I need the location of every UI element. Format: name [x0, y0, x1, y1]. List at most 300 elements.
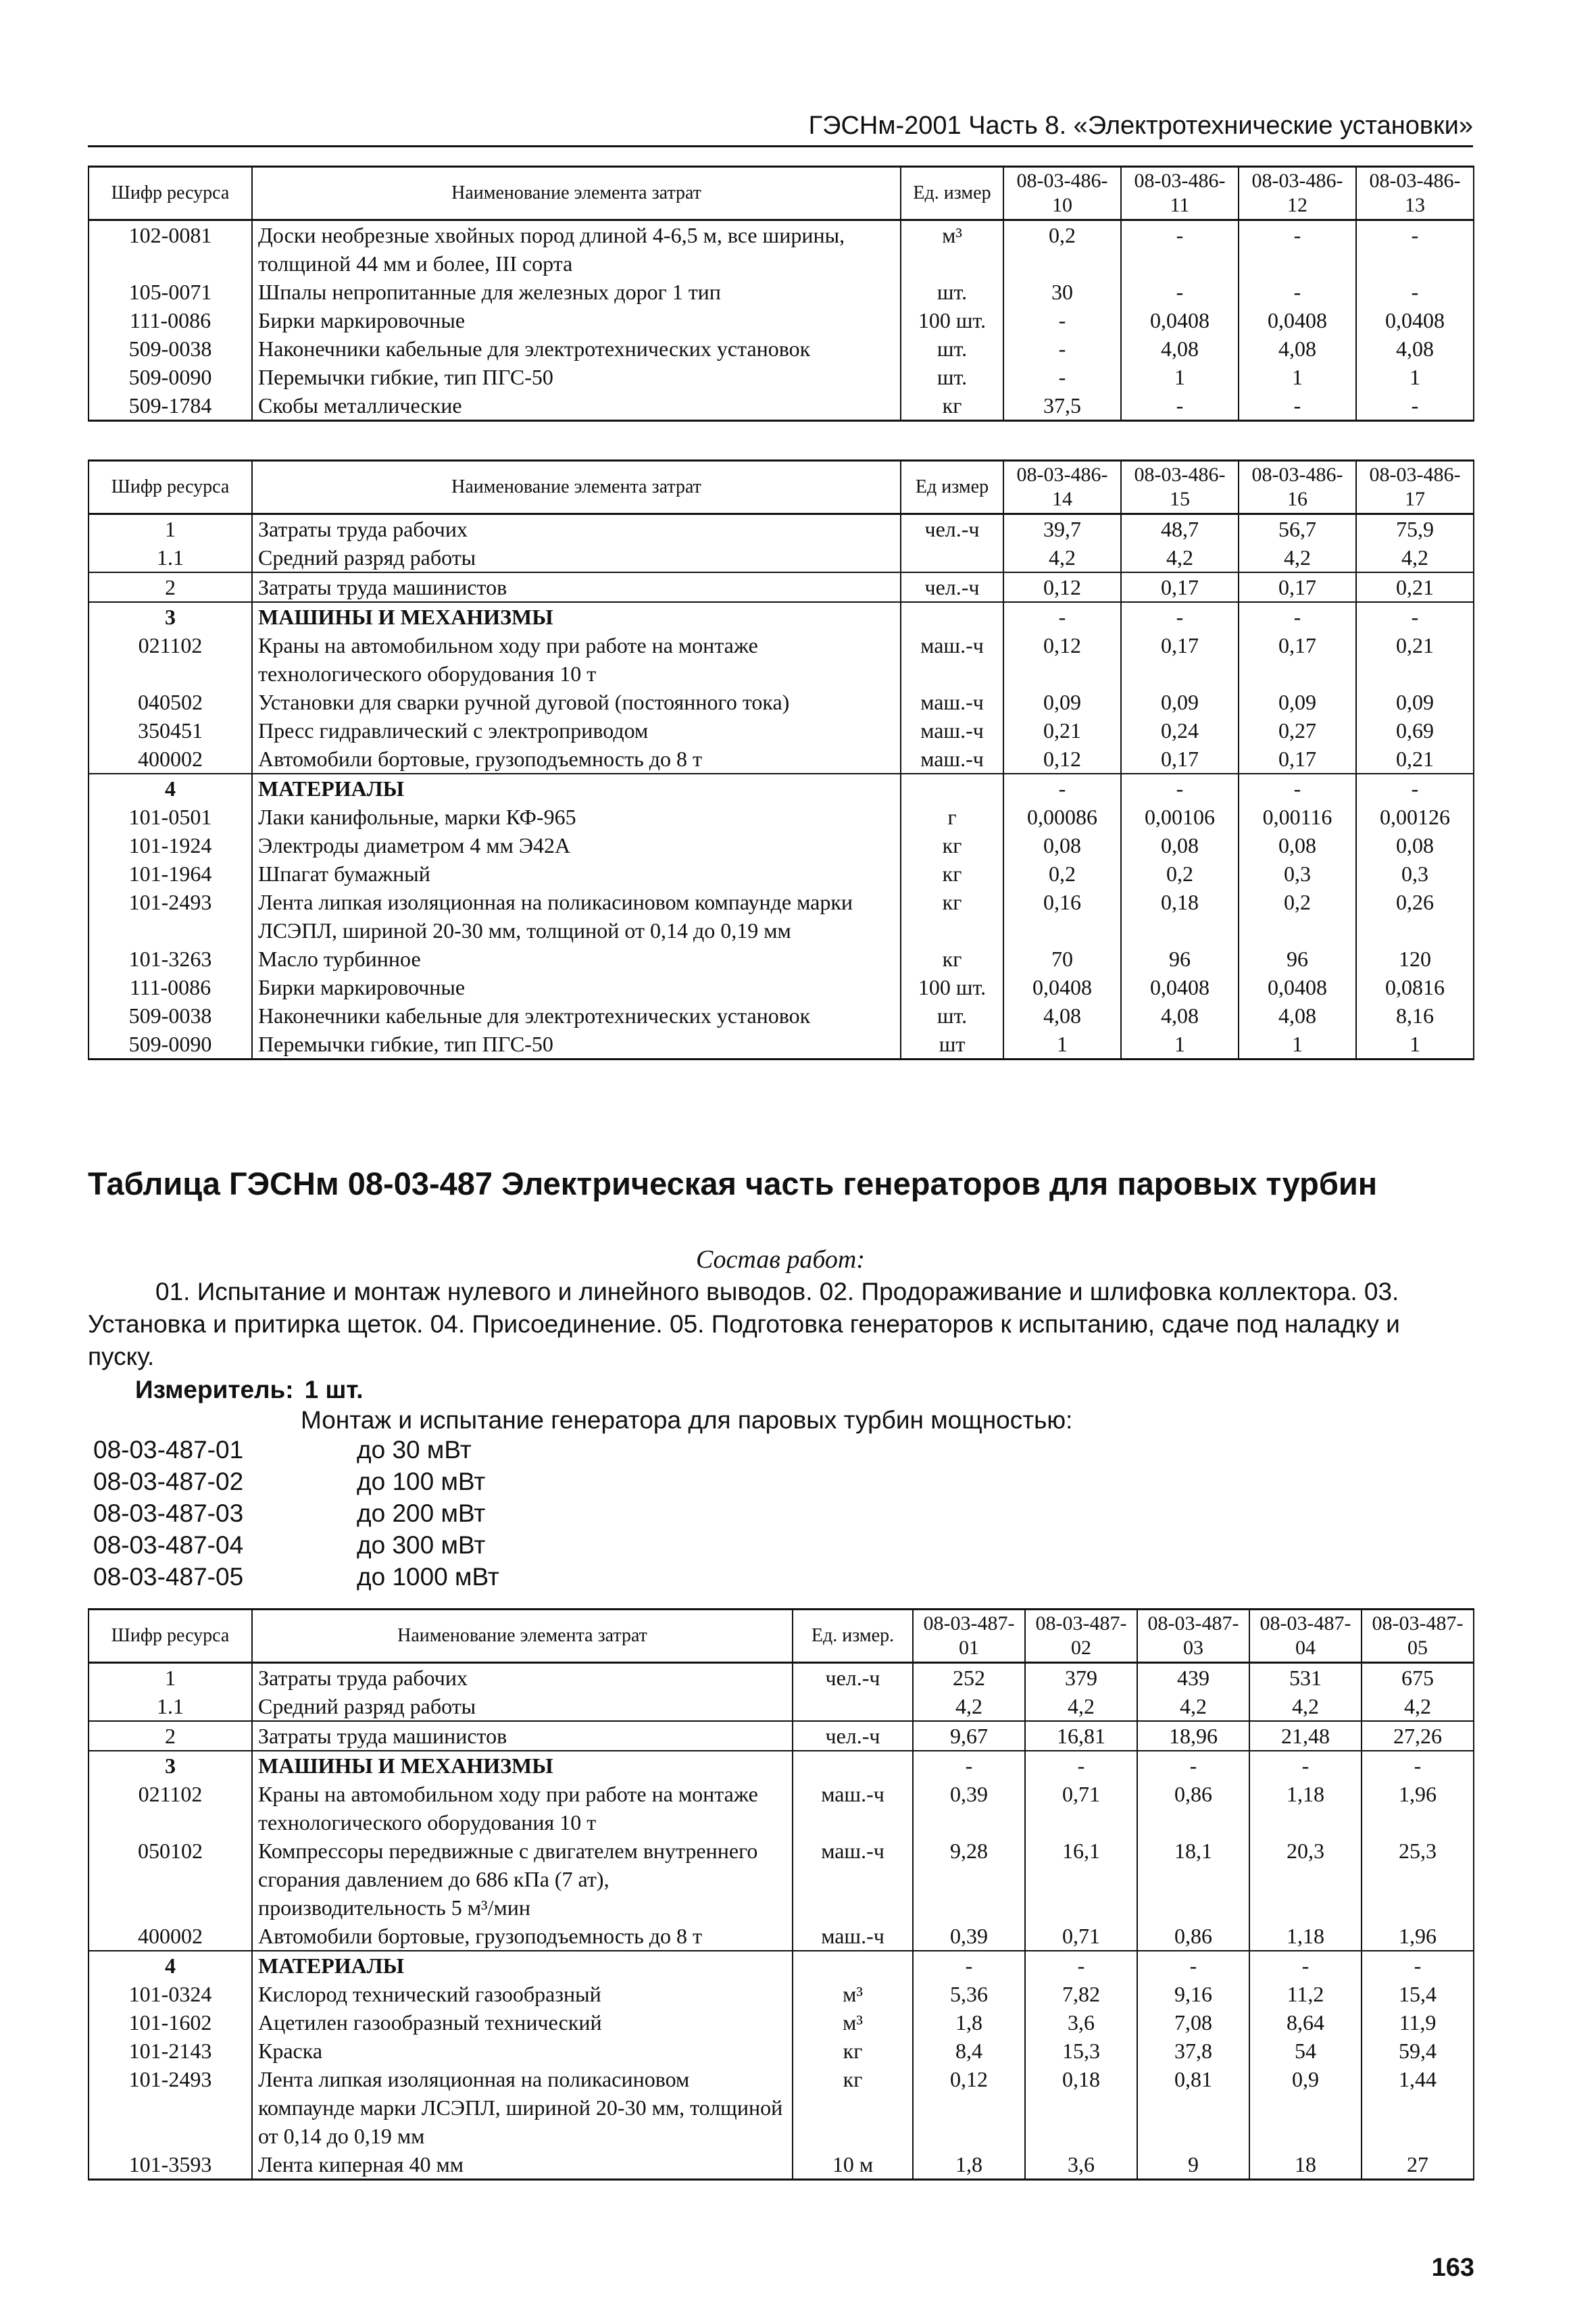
value-cell: 0,86 — [1137, 1922, 1249, 1951]
value-cell: 0,9 — [1249, 2065, 1362, 2150]
unit-cell: м³ — [793, 2008, 913, 2037]
column-header: Шифр ресурса — [89, 461, 252, 514]
section-title: Таблица ГЭСНм 08-03-487 Электрическая часть генераторов для паровых турбин — [88, 1166, 1378, 1201]
column-header: Шифр ресурса — [89, 1610, 252, 1663]
resource-table-487 — [88, 1608, 1474, 2181]
column-header: 08-03-486-17 — [1356, 461, 1474, 514]
value-cell: 27 — [1362, 2150, 1474, 2180]
value-cell: 0,08 — [1003, 831, 1121, 860]
value-cell: 1 — [1239, 363, 1356, 391]
value-cell: - — [913, 1751, 1025, 1780]
table-row — [89, 602, 1474, 631]
header-rule — [88, 145, 1473, 147]
value-cell: 0,2 — [1003, 860, 1121, 888]
value-cell: 54 — [1249, 2037, 1362, 2065]
value-cell: 0,21 — [1003, 716, 1121, 745]
table-row — [89, 572, 1474, 602]
value-cell: - — [1239, 774, 1356, 803]
value-cell: 16,1 — [1025, 1837, 1137, 1922]
value-cell: - — [1121, 220, 1239, 278]
resource-name: Краны на автомобильном ходу при работе на монтаже технологического оборудования 10 т — [252, 631, 901, 688]
value-cell: 0,21 — [1356, 745, 1474, 774]
table-header — [89, 167, 1474, 220]
table-row — [89, 688, 1474, 716]
unit-cell: кг — [793, 2037, 913, 2065]
value-cell: - — [1121, 602, 1239, 631]
table-body — [89, 1663, 1474, 2180]
value-cell: - — [1356, 278, 1474, 306]
column-header: Ед. измер. — [793, 1610, 913, 1663]
resource-code: 101-2493 — [89, 888, 252, 945]
value-cell: 0,0408 — [1121, 973, 1239, 1001]
variant-item — [93, 1529, 499, 1561]
table-row — [89, 363, 1474, 391]
value-cell: 16,81 — [1025, 1721, 1137, 1751]
value-cell: 0,12 — [913, 2065, 1025, 2150]
unit-cell: кг — [901, 945, 1003, 973]
value-cell: - — [1121, 391, 1239, 421]
variant-list — [93, 1434, 499, 1593]
value-cell: 0,16 — [1003, 888, 1121, 945]
value-cell: 0,17 — [1121, 631, 1239, 688]
table-row — [89, 1721, 1474, 1751]
value-cell: 675 — [1362, 1663, 1474, 1693]
resource-code: 2 — [89, 1721, 252, 1751]
resource-name: Лента липкая изоляционная на поликасиновом компаунде марки ЛСЭПЛ, шириной 20-30 мм, толщиной от 0,14 до 0,19 мм — [252, 2065, 793, 2150]
unit-cell: м³ — [793, 1980, 913, 2008]
table-row — [89, 2150, 1474, 2180]
value-cell: 0,12 — [1003, 631, 1121, 688]
value-cell: 0,17 — [1121, 572, 1239, 602]
resource-name: Затраты труда машинистов — [252, 1721, 793, 1751]
resource-name: Бирки маркировочные — [252, 306, 901, 334]
value-cell: 59,4 — [1362, 2037, 1474, 2065]
resource-name: Доски необрезные хвойных пород длиной 4-6,5 м, все ширины, толщиной 44 мм и более, III сорта — [252, 220, 901, 278]
resource-name: Лента липкая изоляционная на поликасиновом компаунде марки ЛСЭПЛ, шириной 20-30 мм, толщиной от 0,14 до 0,19 мм — [252, 888, 901, 945]
value-cell: 0,08 — [1356, 831, 1474, 860]
value-cell: 0,26 — [1356, 888, 1474, 945]
value-cell: 0,81 — [1137, 2065, 1249, 2150]
table-header — [89, 461, 1474, 514]
value-cell: 9,67 — [913, 1721, 1025, 1751]
unit-cell: шт. — [901, 278, 1003, 306]
variant-code: 08-03-487-02 — [93, 1468, 244, 1495]
value-cell: 11,2 — [1249, 1980, 1362, 2008]
value-cell: 39,7 — [1003, 514, 1121, 544]
table-row — [89, 391, 1474, 421]
value-cell: 0,0408 — [1356, 306, 1474, 334]
value-cell: 0,12 — [1003, 745, 1121, 774]
resource-code: 101-3593 — [89, 2150, 252, 2180]
value-cell: - — [1003, 334, 1121, 363]
value-cell: - — [1003, 363, 1121, 391]
unit-cell: маш.-ч — [793, 1922, 913, 1951]
table-row — [89, 1030, 1474, 1060]
value-cell: 0,21 — [1356, 631, 1474, 688]
column-header: 08-03-486-12 — [1239, 167, 1356, 220]
value-cell: 75,9 — [1356, 514, 1474, 544]
unit-cell: 100 шт. — [901, 973, 1003, 1001]
table-row — [89, 1780, 1474, 1837]
value-cell: 0,0408 — [1121, 306, 1239, 334]
column-header: 08-03-486-14 — [1003, 461, 1121, 514]
unit-cell: кг — [901, 860, 1003, 888]
value-cell: - — [1121, 774, 1239, 803]
value-cell: 96 — [1121, 945, 1239, 973]
value-cell: 0,86 — [1137, 1780, 1249, 1837]
value-cell: 30 — [1003, 278, 1121, 306]
value-cell: 0,3 — [1239, 860, 1356, 888]
table-row — [89, 220, 1474, 278]
value-cell: 0,17 — [1239, 631, 1356, 688]
resource-name: Бирки маркировочные — [252, 973, 901, 1001]
meter-value: 1 шт. — [304, 1376, 364, 1403]
value-cell: 1 — [1121, 363, 1239, 391]
resource-name: Электроды диаметром 4 мм Э42А — [252, 831, 901, 860]
value-cell: 0,17 — [1239, 745, 1356, 774]
table-row — [89, 860, 1474, 888]
value-cell: 1,8 — [913, 2008, 1025, 2037]
table-row — [89, 1001, 1474, 1030]
column-header: Ед измер — [901, 461, 1003, 514]
variant-code: 08-03-487-01 — [93, 1436, 244, 1464]
resource-name: Краны на автомобильном ходу при работе на монтаже технологического оборудования 10 т — [252, 1780, 793, 1837]
value-cell: 4,08 — [1003, 1001, 1121, 1030]
table-row — [89, 2065, 1474, 2150]
meter-label: Измеритель: — [135, 1376, 294, 1403]
value-cell: 0,0408 — [1003, 973, 1121, 1001]
variant-item — [93, 1497, 499, 1529]
resource-code: 509-0038 — [89, 1001, 252, 1030]
value-cell: 21,48 — [1249, 1721, 1362, 1751]
value-cell: 0,00116 — [1239, 803, 1356, 831]
unit-cell: маш.-ч — [901, 631, 1003, 688]
value-cell: 0,00086 — [1003, 803, 1121, 831]
table-row — [89, 2008, 1474, 2037]
value-cell: 0,08 — [1121, 831, 1239, 860]
unit-cell: чел.-ч — [793, 1721, 913, 1751]
value-cell: 0,2 — [1121, 860, 1239, 888]
value-cell: 120 — [1356, 945, 1474, 973]
value-cell: - — [1003, 774, 1121, 803]
column-header: 08-03-486-16 — [1239, 461, 1356, 514]
unit-cell: м³ — [901, 220, 1003, 278]
value-cell: 1,96 — [1362, 1922, 1474, 1951]
value-cell: 18 — [1249, 2150, 1362, 2180]
value-cell: 0,17 — [1239, 572, 1356, 602]
value-cell: - — [1239, 278, 1356, 306]
value-cell: 27,26 — [1362, 1721, 1474, 1751]
table-row — [89, 543, 1474, 572]
resource-code: 509-0090 — [89, 363, 252, 391]
unit-cell: г — [901, 803, 1003, 831]
resource-code: 1 — [89, 514, 252, 544]
value-cell: - — [1249, 1751, 1362, 1780]
variant-description: до 30 мВт — [357, 1436, 472, 1464]
table-row — [89, 973, 1474, 1001]
value-cell: 1 — [1356, 363, 1474, 391]
value-cell: 4,2 — [1025, 1692, 1137, 1721]
table-row — [89, 2037, 1474, 2065]
value-cell: 4,2 — [1003, 543, 1121, 572]
resource-code: 101-0501 — [89, 803, 252, 831]
resource-name: Средний разряд работы — [252, 1692, 793, 1721]
unit-cell — [793, 1751, 913, 1780]
resource-name: Затраты труда машинистов — [252, 572, 901, 602]
value-cell: - — [1121, 278, 1239, 306]
table-body — [89, 514, 1474, 1060]
value-cell: 531 — [1249, 1663, 1362, 1693]
column-header: 08-03-486-11 — [1121, 167, 1239, 220]
resource-code: 509-0090 — [89, 1030, 252, 1060]
table-header — [89, 1610, 1474, 1663]
column-header: 08-03-487-02 — [1025, 1610, 1137, 1663]
variant-code: 08-03-487-03 — [93, 1499, 244, 1527]
resource-code: 021102 — [89, 631, 252, 688]
value-cell: 3,6 — [1025, 2150, 1137, 2180]
value-cell: 0,0816 — [1356, 973, 1474, 1001]
unit-cell: шт. — [901, 363, 1003, 391]
value-cell: 1,18 — [1249, 1922, 1362, 1951]
unit-cell: маш.-ч — [901, 688, 1003, 716]
resource-name: Затраты труда рабочих — [252, 1663, 793, 1693]
unit-cell: чел.-ч — [901, 514, 1003, 544]
value-cell: 0,09 — [1239, 688, 1356, 716]
resource-name: Затраты труда рабочих — [252, 514, 901, 544]
unit-cell: маш.-ч — [793, 1780, 913, 1837]
resource-code: 040502 — [89, 688, 252, 716]
column-header: 08-03-486-10 — [1003, 167, 1121, 220]
resource-name: МАШИНЫ И МЕХАНИЗМЫ — [252, 602, 901, 631]
value-cell: 0,3 — [1356, 860, 1474, 888]
value-cell: 37,8 — [1137, 2037, 1249, 2065]
table-row — [89, 1951, 1474, 1980]
variant-item — [93, 1561, 499, 1593]
unit-cell: кг — [901, 888, 1003, 945]
resource-name: Масло турбинное — [252, 945, 901, 973]
value-cell: 0,00126 — [1356, 803, 1474, 831]
value-cell: 4,08 — [1121, 334, 1239, 363]
value-cell: 18,96 — [1137, 1721, 1249, 1751]
value-cell: 48,7 — [1121, 514, 1239, 544]
resource-name: Компрессоры передвижные с двигателем внутреннего сгорания давлением до 686 кПа (7 ат), производительность 5 м³/мин — [252, 1837, 793, 1922]
value-cell: 0,08 — [1239, 831, 1356, 860]
value-cell: 0,0408 — [1239, 306, 1356, 334]
value-cell: - — [1239, 391, 1356, 421]
value-cell: 7,82 — [1025, 1980, 1137, 2008]
unit-cell: маш.-ч — [901, 745, 1003, 774]
value-cell: 8,64 — [1249, 2008, 1362, 2037]
variant-code: 08-03-487-04 — [93, 1531, 244, 1559]
resource-name: Перемычки гибкие, тип ПГС-50 — [252, 363, 901, 391]
table-row — [89, 745, 1474, 774]
resource-name: Лаки канифольные, марки КФ-965 — [252, 803, 901, 831]
resource-name: Шпагат бумажный — [252, 860, 901, 888]
resource-code: 400002 — [89, 745, 252, 774]
value-cell: 0,27 — [1239, 716, 1356, 745]
table-row — [89, 774, 1474, 803]
variant-description: до 200 мВт — [357, 1499, 486, 1527]
value-cell: - — [1025, 1751, 1137, 1780]
value-cell: 8,16 — [1356, 1001, 1474, 1030]
value-cell: - — [1356, 602, 1474, 631]
unit-cell: маш.-ч — [901, 716, 1003, 745]
value-cell: 4,08 — [1356, 334, 1474, 363]
resource-code: 3 — [89, 602, 252, 631]
value-cell: 56,7 — [1239, 514, 1356, 544]
resource-name: Скобы металлические — [252, 391, 901, 421]
resource-name: МАТЕРИАЛЫ — [252, 774, 901, 803]
value-cell: 4,2 — [1362, 1692, 1474, 1721]
resource-name: Средний разряд работы — [252, 543, 901, 572]
table-row — [89, 514, 1474, 544]
resource-code: 509-0038 — [89, 334, 252, 363]
value-cell: 379 — [1025, 1663, 1137, 1693]
table-row — [89, 1751, 1474, 1780]
unit-cell: 100 шт. — [901, 306, 1003, 334]
table-row — [89, 631, 1474, 688]
column-header: Ед. измер — [901, 167, 1003, 220]
resource-code: 2 — [89, 572, 252, 602]
table-row — [89, 803, 1474, 831]
column-header: Наименование элемента затрат — [252, 461, 901, 514]
value-cell: 3,6 — [1025, 2008, 1137, 2037]
table-row — [89, 1663, 1474, 1693]
resource-code: 4 — [89, 774, 252, 803]
unit-cell: кг — [793, 2065, 913, 2150]
resource-name: Перемычки гибкие, тип ПГС-50 — [252, 1030, 901, 1060]
value-cell: 4,08 — [1121, 1001, 1239, 1030]
resource-name: МАТЕРИАЛЫ — [252, 1951, 793, 1980]
resource-name: Наконечники кабельные для электротехнических установок — [252, 334, 901, 363]
value-cell: 0,00106 — [1121, 803, 1239, 831]
resource-code: 101-1602 — [89, 2008, 252, 2037]
value-cell: - — [1003, 602, 1121, 631]
unit-cell: чел.-ч — [793, 1663, 913, 1693]
unit-cell: маш.-ч — [793, 1837, 913, 1922]
column-header: 08-03-487-04 — [1249, 1610, 1362, 1663]
value-cell: 0,24 — [1121, 716, 1239, 745]
value-cell: 4,08 — [1239, 334, 1356, 363]
resource-code: 350451 — [89, 716, 252, 745]
table-row — [89, 888, 1474, 945]
header-row — [89, 1610, 1474, 1663]
value-cell: 15,3 — [1025, 2037, 1137, 2065]
resource-code: 101-1964 — [89, 860, 252, 888]
unit-cell: кг — [901, 831, 1003, 860]
value-cell: 439 — [1137, 1663, 1249, 1693]
value-cell: 1,8 — [913, 2150, 1025, 2180]
composition-text: 01. Испытание и монтаж нулевого и линейного выводов. 02. Продораживание и шлифовка коллектора. 03. Установка и притирка щеток. 04. Присоединение. 05. Подготовка генераторов к испытанию, сдаче под наладку и пуску. — [88, 1278, 1400, 1370]
resource-code: 1 — [89, 1663, 252, 1693]
value-cell: 1 — [1121, 1030, 1239, 1060]
value-cell: 70 — [1003, 945, 1121, 973]
table-row — [89, 1837, 1474, 1922]
value-cell: - — [913, 1951, 1025, 1980]
page-number: 163 — [1431, 2254, 1474, 2282]
variant-description: до 100 мВт — [357, 1468, 486, 1495]
resource-name: Лента киперная 40 мм — [252, 2150, 793, 2180]
resource-name: Кислород технический газообразный — [252, 1980, 793, 2008]
resource-code: 021102 — [89, 1780, 252, 1837]
unit-cell: 10 м — [793, 2150, 913, 2180]
unit-cell — [901, 602, 1003, 631]
resource-name: Краска — [252, 2037, 793, 2065]
value-cell: 1,18 — [1249, 1780, 1362, 1837]
value-cell: 1 — [1356, 1030, 1474, 1060]
value-cell: 0,09 — [1003, 688, 1121, 716]
header-row — [89, 167, 1474, 220]
value-cell: - — [1025, 1951, 1137, 1980]
table-row — [89, 1922, 1474, 1951]
resource-code: 101-2143 — [89, 2037, 252, 2065]
resource-name: Установки для сварки ручной дуговой (постоянного тока) — [252, 688, 901, 716]
column-header: 08-03-487-01 — [913, 1610, 1025, 1663]
resource-code: 3 — [89, 1751, 252, 1780]
value-cell: 37,5 — [1003, 391, 1121, 421]
value-cell: 0,18 — [1121, 888, 1239, 945]
value-cell: - — [1003, 306, 1121, 334]
value-cell: - — [1356, 774, 1474, 803]
value-cell: 0,39 — [913, 1922, 1025, 1951]
resource-name: Шпалы непропитанные для железных дорог 1 тип — [252, 278, 901, 306]
value-cell: 0,09 — [1121, 688, 1239, 716]
value-cell: 1,96 — [1362, 1780, 1474, 1837]
meter-line — [135, 1374, 364, 1406]
value-cell: 0,71 — [1025, 1780, 1137, 1837]
value-cell: 0,2 — [1003, 220, 1121, 278]
value-cell: - — [1356, 220, 1474, 278]
value-cell: - — [1239, 602, 1356, 631]
value-cell: 252 — [913, 1663, 1025, 1693]
value-cell: 9,16 — [1137, 1980, 1249, 2008]
resource-table-486-10-13 — [88, 166, 1474, 422]
table-row — [89, 1692, 1474, 1721]
resource-code: 050102 — [89, 1837, 252, 1922]
header-row — [89, 461, 1474, 514]
resource-name: МАШИНЫ И МЕХАНИЗМЫ — [252, 1751, 793, 1780]
column-header: Шифр ресурса — [89, 167, 252, 220]
value-cell: 9 — [1137, 2150, 1249, 2180]
value-cell: 0,21 — [1356, 572, 1474, 602]
value-cell: 5,36 — [913, 1980, 1025, 2008]
unit-cell — [901, 543, 1003, 572]
unit-cell: шт. — [901, 1001, 1003, 1030]
unit-cell — [793, 1951, 913, 1980]
variant-item — [93, 1466, 499, 1497]
variant-item — [93, 1434, 499, 1466]
value-cell: - — [1137, 1951, 1249, 1980]
value-cell: 15,4 — [1362, 1980, 1474, 2008]
value-cell: 0,39 — [913, 1780, 1025, 1837]
value-cell: 18,1 — [1137, 1837, 1249, 1922]
table-row — [89, 334, 1474, 363]
value-cell: - — [1249, 1951, 1362, 1980]
value-cell: 0,2 — [1239, 888, 1356, 945]
value-cell: 0,09 — [1356, 688, 1474, 716]
value-cell: 4,2 — [913, 1692, 1025, 1721]
variant-code: 08-03-487-05 — [93, 1563, 244, 1591]
value-cell: 4,2 — [1356, 543, 1474, 572]
table-row — [89, 278, 1474, 306]
column-header: Наименование элемента затрат — [252, 167, 901, 220]
value-cell: 0,0408 — [1239, 973, 1356, 1001]
value-cell: 8,4 — [913, 2037, 1025, 2065]
resource-code: 509-1784 — [89, 391, 252, 421]
value-cell: 96 — [1239, 945, 1356, 973]
value-cell: 0,18 — [1025, 2065, 1137, 2150]
value-cell: 0,69 — [1356, 716, 1474, 745]
